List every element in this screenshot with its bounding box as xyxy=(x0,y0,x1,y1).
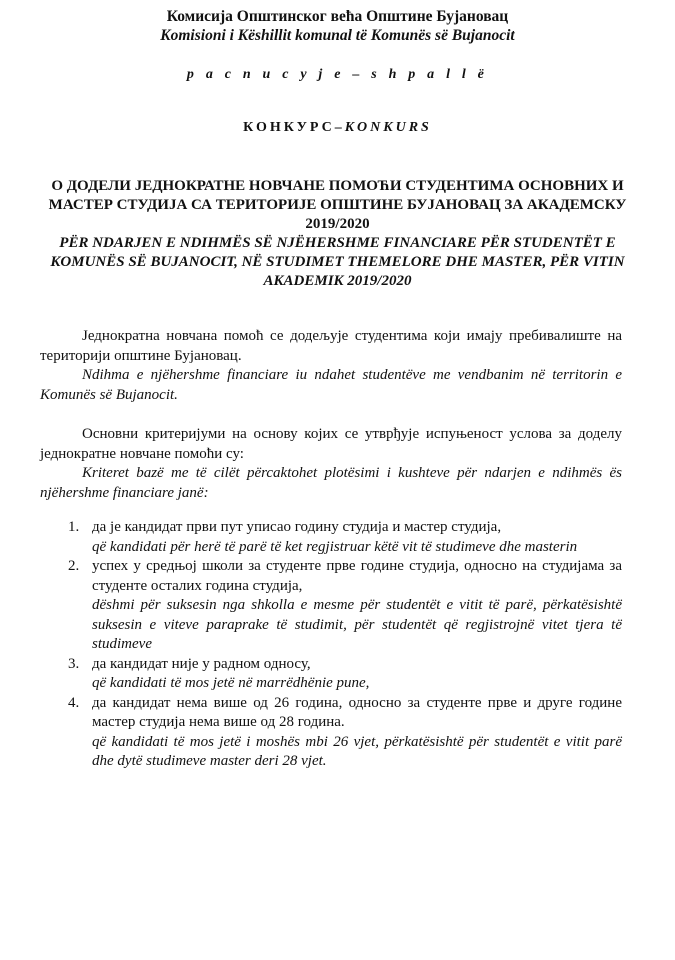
list-item-serbian: да кандидат нема више од 26 година, односно за студенте прве и друге године мастер студија нема више од 28 година. xyxy=(92,694,622,730)
title-albanian: PËR NDARJEN E NDIHMËS SË NJËHERSHME FINANCIARE PËR STUDENTËT E KOMUNËS SË BUJANOCIT, NË STUDIMET THEMELORE DHE MASTER, PËR VITIN AKADEMIK 2019/2020 xyxy=(50,235,625,289)
criteria-list xyxy=(68,518,622,772)
list-item-albanian: që kandidati të mos jetë i moshës mbi 26 vjet, përkatësishtë për studentët e vitit parë dhe dytë studimeve master deri 28 vjet. xyxy=(92,733,622,769)
list-item xyxy=(68,655,622,694)
list-item-number: 4. xyxy=(68,694,80,711)
list-item-albanian: që kandidati për herë të parë të ket regjistruar këtë vit të studimeve dhe masterin xyxy=(92,538,578,555)
list-item xyxy=(68,557,622,655)
contest-heading-albanian: KONKURS xyxy=(344,120,432,135)
list-item xyxy=(68,518,622,557)
header-serbian: Комисија Општинског већа Општине Бујановац xyxy=(166,8,509,25)
intro-serbian: Једнократна новчана помоћ се додељује студентима који имају пребивалиште на територији општине Бујановац. xyxy=(40,328,622,364)
list-item-number: 3. xyxy=(68,655,80,672)
list-item-serbian: успех у средњој школи за студенте прве године студија, односно на студијама за студенте осталих година студија, xyxy=(92,558,622,594)
list-item-number: 2. xyxy=(68,558,80,574)
criteria-albanian: Kriteret bazë me të cilët përcaktohet plotësimi i kushteve për ndarjen e ndihmës ës njëhershme financiare janë: xyxy=(40,465,622,501)
list-item-serbian: да кандидат није у радном односу, xyxy=(92,655,311,672)
list-item-albanian: që kandidati të mos jetë në marrëdhënie pune, xyxy=(92,675,370,691)
list-item xyxy=(68,694,622,772)
list-item-number: 1. xyxy=(68,519,80,535)
list-item-albanian: dëshmi për suksesin nga shkolla e mesme për studentët e vitit të parë, përkatësishtë suksesin e viteve paraprake të studimit, për studentët që regjistrojnë vitet tjera të studimeve xyxy=(92,597,622,652)
contest-heading xyxy=(0,120,675,136)
document-title xyxy=(30,177,645,291)
contest-heading-serbian: КОНКУРС– xyxy=(243,120,345,135)
announce-label: р а с п и с у ј е – s h p a l l ë xyxy=(186,67,489,82)
intro-albanian: Ndihma e njëhershme financiare iu ndahet studentëve me vendbanim në territorin e Komunës së Bujanocit. xyxy=(40,367,622,403)
list-item-serbian: да је кандидат први пут уписао годину студија и мастер студија, xyxy=(92,519,502,535)
title-serbian: О ДОДЕЛИ ЈЕДНОКРАТНЕ НОВЧАНЕ ПОМОЋИ СТУДЕНТИМА ОСНОВНИХ И МАСТЕР СТУДИЈА СА ТЕРИТОРИЈЕ ОПШТИНЕ БУЈАНОВАЦ ЗА АКАДЕМСКУ 2019/2020 xyxy=(48,178,627,232)
header-albanian: Komisioni i Këshillit komunal të Komunës së Bujanocit xyxy=(160,27,515,44)
criteria-serbian: Основни критеријуми на основу којих се утврђује испуњеност услова за доделу једнократне новчане помоћи су: xyxy=(40,426,622,462)
